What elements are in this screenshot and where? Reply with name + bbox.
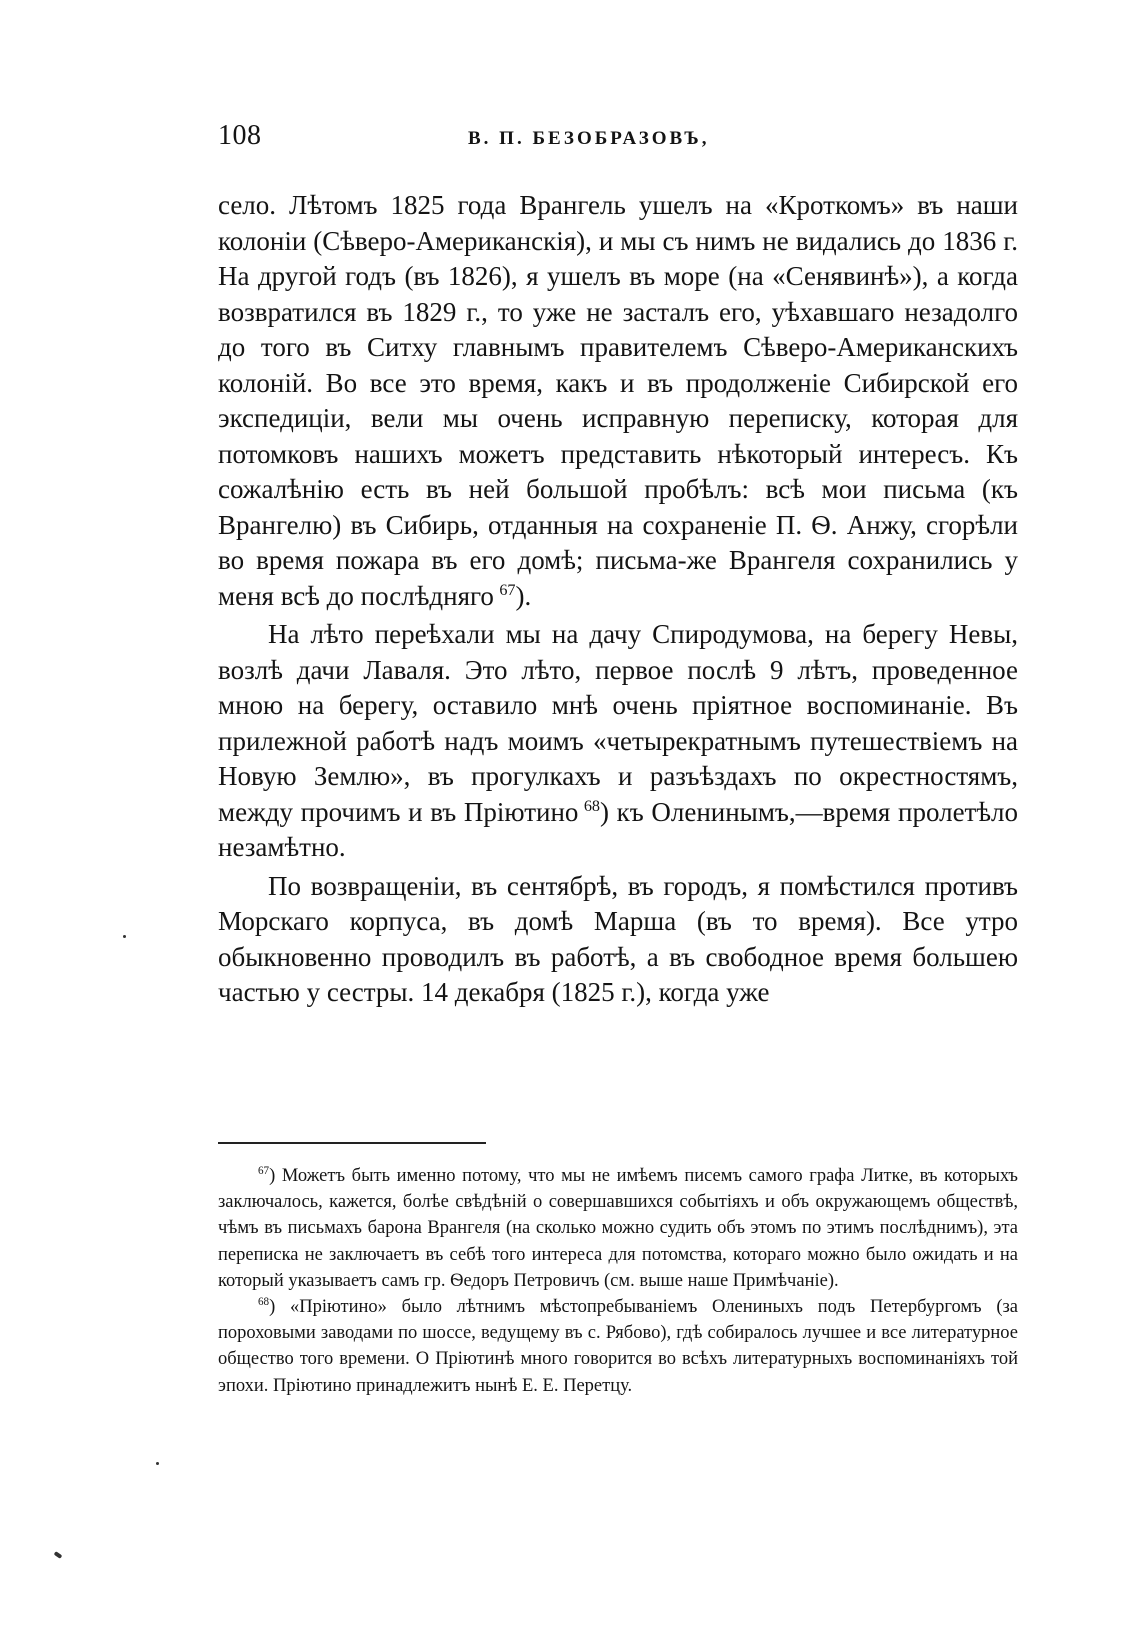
paragraph-text-tail: ). (515, 580, 532, 611)
paragraph (218, 869, 1018, 1011)
footnotes (218, 1163, 1018, 1399)
page-header (218, 120, 1018, 160)
paragraph-text: село. Лѣтомъ 1825 года Врангель ушелъ на «Кроткомъ» въ наши колоніи (Сѣверо-Американскія), и мы съ нимъ не видались до 1836 г. На другой годъ (въ 1826), я ушелъ въ море (на «Сенявинѣ»), а когда возвратился въ 1829 г., то уже не засталъ его, уѣхавшаго незадолго до того въ Ситху главнымъ правителемъ Сѣверо-Американскихъ колоній. Во все это время, какъ и въ продолженіе Сибирской его экспедиціи, вели мы очень исправную переписку, которая для потомковъ нашихъ можетъ представить нѣкоторый интересъ. Къ сожалѣнію есть въ ней большой пробѣлъ: всѣ мои письма (къ Врангелю) въ Сибирь, отданныя на сохраненіе П. Ѳ. Анжу, сгорѣли во время пожара въ его домѣ; письма-же Врангеля сохранились у меня всѣ до послѣдняго (218, 190, 1018, 611)
footnote-divider (218, 1142, 486, 1144)
footnote-marker: 67 (258, 1164, 270, 1177)
paragraph-text: На лѣто переѣхали мы на дачу Спиродумова, на берегу Невы, возлѣ дачи Лаваля. Это лѣто, первое послѣ 9 лѣтъ, проведенное мною на берегу, оставило мнѣ очень пріятное воспоминаніе. Въ прилежной работѣ надъ моимъ «четырекратнымъ путешествіемъ на Новую Землю», въ прогулкахъ и разъѣздахъ по окрестностямъ, между прочимъ и въ Пріютино (218, 619, 1018, 827)
running-head: В. П. БЕЗОБРАЗОВЪ, (468, 128, 710, 149)
footnote (218, 1163, 1018, 1294)
footnote-text: ) «Пріютино» было лѣтнимъ мѣстопребываніемъ Олениныхъ подъ Петербургомъ (за пороховыми заводами по шоссе, ведущему въ с. Рябово), гдѣ собиралось лучшее и все литературное общество того времени. О Пріютинѣ много говорится во всѣхъ литературныхъ воспоминаніяхъ той эпохи. Пріютино принадлежитъ нынѣ Е. Е. Перетцу. (218, 1297, 1018, 1396)
page-number: 108 (218, 120, 262, 151)
paragraph-text: По возвращеніи, въ сентябрѣ, въ городъ, я помѣстился противъ Морскаго корпуса, въ домѣ Марша (въ то время). Все утро обыкновенно проводилъ въ работѣ, а въ свободное время большею частью у сестры. 14 декабря (1825 г.), когда уже (218, 870, 1018, 1007)
paragraph (218, 617, 1018, 866)
footnote-reference: 67 (499, 580, 516, 599)
footnote-text: ) Можетъ быть именно потому, что мы не имѣемъ писемъ самого графа Литке, въ которыхъ заключалось, кажется, болѣе свѣдѣній о совершавшихся событіяхъ и объ окружающемъ обществѣ, чѣмъ въ письмахъ барона Врангеля (на сколько можно судить объ этомъ по этимъ послѣднимъ), эта переписка не заключаетъ въ себѣ того интереса для потомства, котораго можно было ожидать и на который указываетъ самъ гр. Ѳедоръ Петровичъ (см. выше наше Примѣчаніе). (218, 1166, 1018, 1291)
ink-speck (123, 935, 126, 938)
ink-speck (54, 1551, 63, 1559)
ink-speck (156, 1462, 159, 1465)
paragraph-text-tail: ) къ Оленинымъ,—время пролетѣло незамѣтно. (218, 796, 1018, 862)
footnote-marker: 68 (258, 1295, 270, 1308)
footnote-reference: 68 (583, 796, 600, 815)
main-text (218, 188, 1018, 1011)
paragraph (218, 188, 1018, 614)
footnote (218, 1294, 1018, 1399)
